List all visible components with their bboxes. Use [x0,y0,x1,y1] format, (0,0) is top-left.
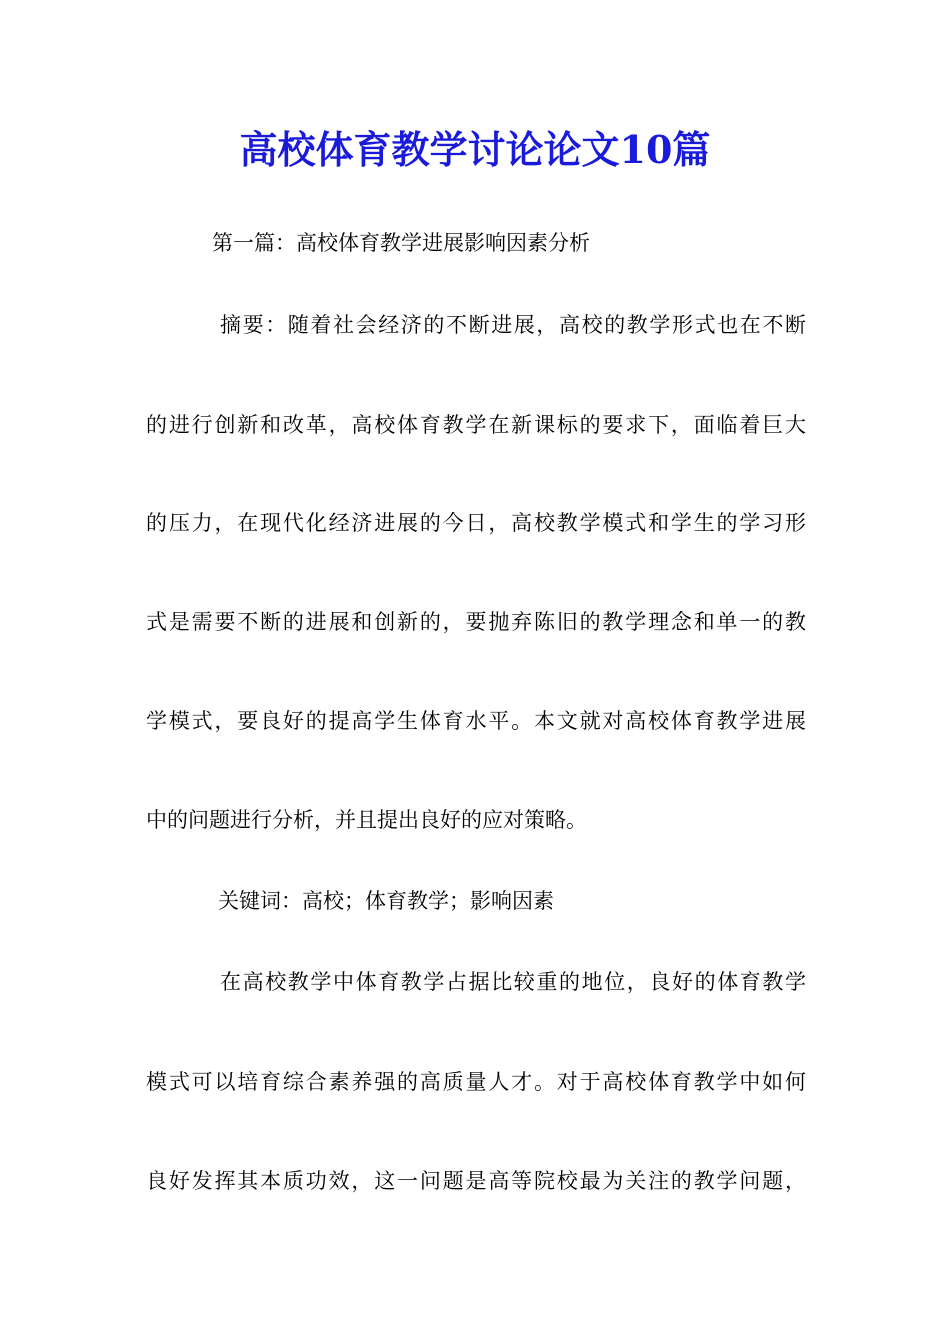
abstract-line: 中的问题进行分析，并且提出良好的应对策略。 [146,808,587,832]
document-title: 高校体育教学讨论论文10篇 [239,127,711,172]
section-heading: 第一篇：高校体育教学进展影响因素分析 [212,231,590,255]
abstract-line: 的压力，在现代化经济进展的今日，高校教学模式和学生的学习形 [146,511,806,535]
abstract-line: 摘要：随着社会经济的不断进展，高校的教学形式也在不断 [220,313,806,337]
abstract-line: 学模式，要良好的提高学生体育水平。本文就对高校体育教学进展 [146,709,806,733]
body-line: 模式可以培育综合素养强的高质量人才。对于高校体育教学中如何 [146,1070,806,1094]
abstract-line: 的进行创新和改革，高校体育教学在新课标的要求下，面临着巨大 [146,413,806,437]
abstract-line: 式是需要不断的进展和创新的，要抛弃陈旧的教学理念和单一的教 [146,610,806,634]
body-line: 在高校教学中体育教学占据比较重的地位，良好的体育教学 [220,970,806,994]
keywords-line: 关键词：高校；体育教学；影响因素 [218,889,554,913]
body-line: 良好发挥其本质功效，这一问题是高等院校最为关注的教学问题， [146,1169,806,1193]
